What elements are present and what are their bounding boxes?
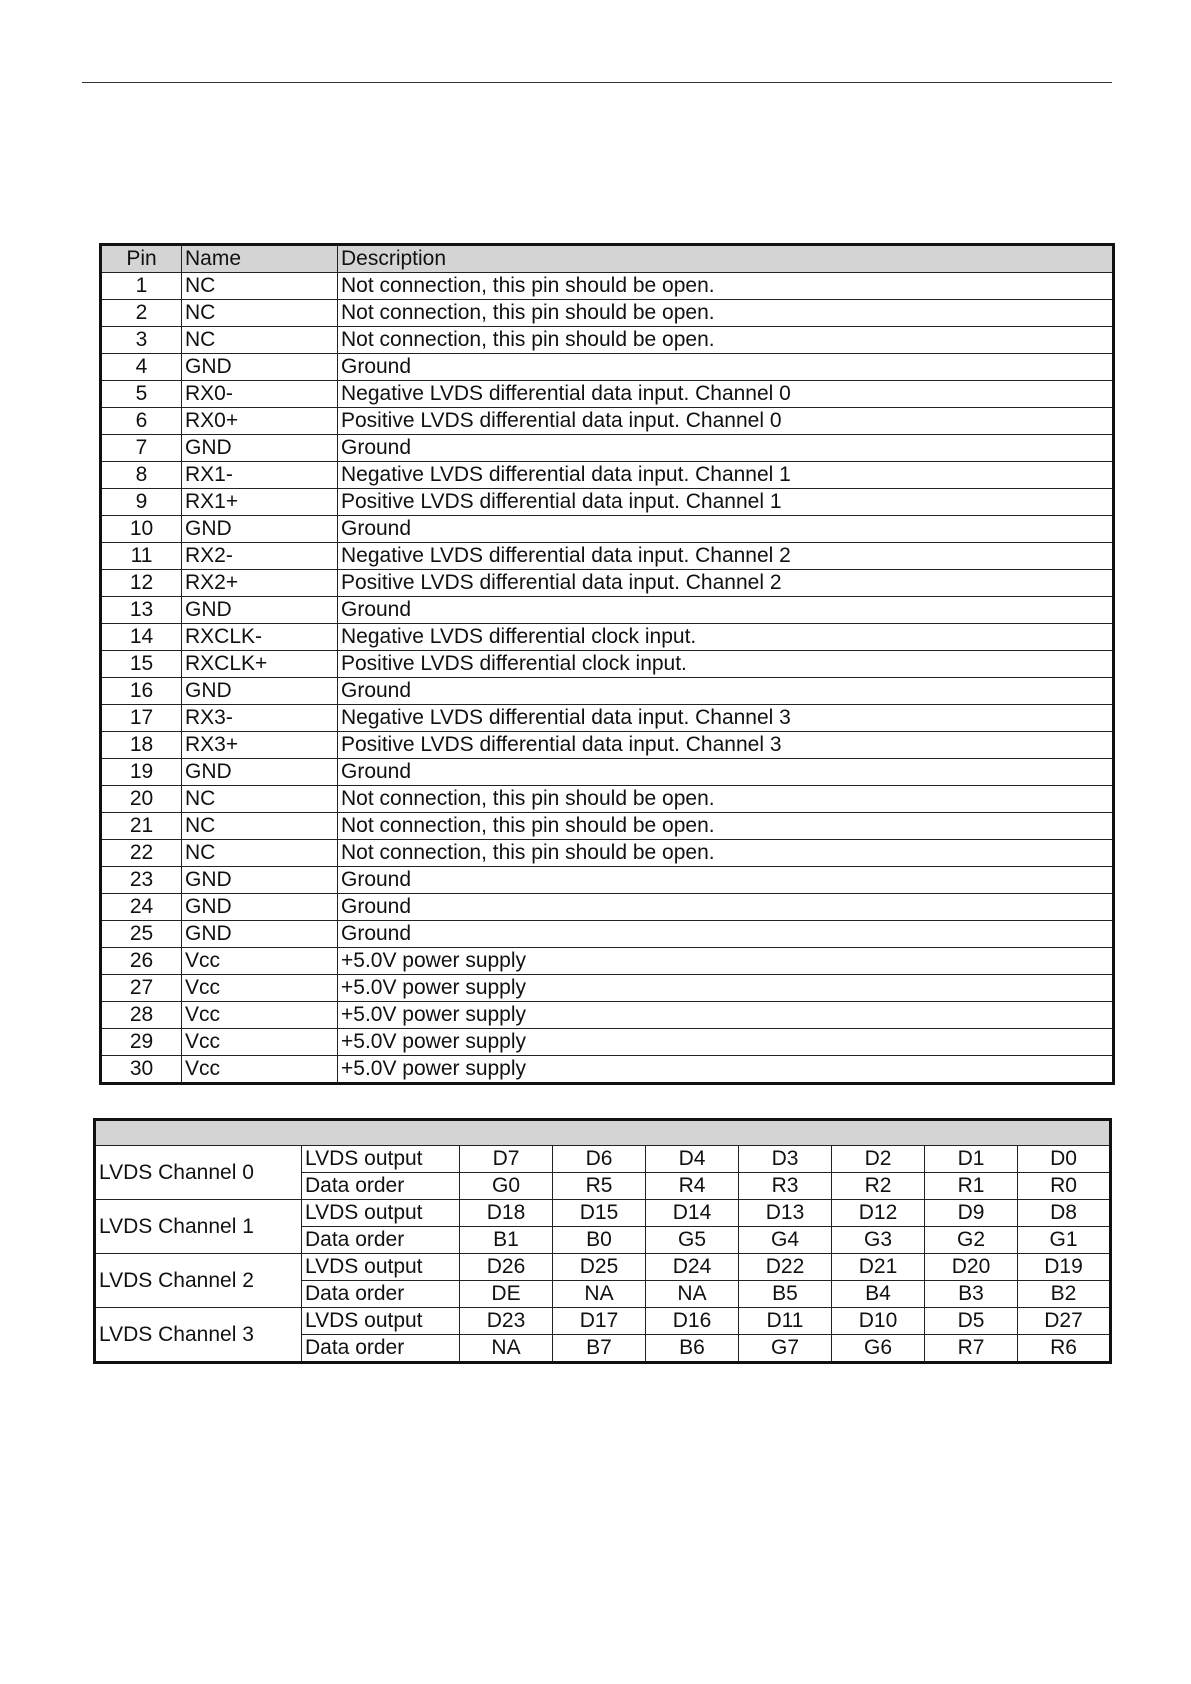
lvds-channel-label: LVDS Channel 0 [95,1146,302,1200]
data-order-value: NA [646,1281,739,1308]
lvds-table-header-cell [95,1120,1111,1146]
pin-name-cell: RX2+ [182,570,338,597]
pin-description-cell: Not connection, this pin should be open. [338,300,1114,327]
pin-name-cell: GND [182,867,338,894]
pin-number-cell: 15 [101,651,182,678]
data-order-value: B3 [925,1281,1018,1308]
data-order-value: DE [460,1281,553,1308]
pin-name-cell: GND [182,354,338,381]
pin-name-cell: RXCLK+ [182,651,338,678]
lvds-output-value: D7 [460,1146,553,1173]
lvds-output-value: D18 [460,1200,553,1227]
pin-name-cell: Vcc [182,1029,338,1056]
pin-number-cell: 24 [101,894,182,921]
lvds-output-value: D24 [646,1254,739,1281]
pin-number-cell: 4 [101,354,182,381]
pin-number-cell: 28 [101,1002,182,1029]
pin-description-cell: Positive LVDS differential data input. Channel 3 [338,732,1114,759]
lvds-output-label: LVDS output [302,1254,460,1281]
pin-description-cell: Ground [338,516,1114,543]
pin-number-cell: 1 [101,273,182,300]
pin-description-cell: Not connection, this pin should be open. [338,327,1114,354]
header-rule [82,82,1112,83]
pin-number-cell: 17 [101,705,182,732]
lvds-output-row [95,1200,1111,1227]
pin-row [101,1002,1114,1029]
data-order-value: G1 [1018,1227,1111,1254]
pin-name-cell: NC [182,786,338,813]
lvds-output-value: D10 [832,1308,925,1335]
lvds-output-label: LVDS output [302,1146,460,1173]
lvds-output-value: D16 [646,1308,739,1335]
pin-name-cell: RXCLK- [182,624,338,651]
pin-description-cell: Negative LVDS differential clock input. [338,624,1114,651]
description-column-header: Description [338,245,1114,273]
pin-description-cell: +5.0V power supply [338,1002,1114,1029]
data-order-label: Data order [302,1173,460,1200]
pin-number-cell: 20 [101,786,182,813]
pin-row [101,516,1114,543]
lvds-output-value: D8 [1018,1200,1111,1227]
pin-row [101,597,1114,624]
pin-number-cell: 21 [101,813,182,840]
pin-number-cell: 10 [101,516,182,543]
pin-description-cell: Ground [338,759,1114,786]
pin-description-cell: Ground [338,867,1114,894]
pin-number-cell: 26 [101,948,182,975]
pin-row [101,840,1114,867]
lvds-output-value: D13 [739,1200,832,1227]
data-order-value: R4 [646,1173,739,1200]
pin-row [101,1029,1114,1056]
lvds-output-value: D3 [739,1146,832,1173]
pin-number-cell: 13 [101,597,182,624]
pin-row [101,354,1114,381]
pin-row [101,543,1114,570]
pin-description-cell: Positive LVDS differential data input. Channel 0 [338,408,1114,435]
pin-name-cell: NC [182,327,338,354]
pin-description-cell: Ground [338,597,1114,624]
lvds-output-value: D22 [739,1254,832,1281]
lvds-output-value: D27 [1018,1308,1111,1335]
pin-name-cell: NC [182,273,338,300]
pin-number-cell: 7 [101,435,182,462]
pin-number-cell: 9 [101,489,182,516]
pin-row [101,975,1114,1002]
pin-name-cell: Vcc [182,948,338,975]
pin-assignment-table [99,243,1115,1085]
pin-description-cell: Negative LVDS differential data input. Channel 2 [338,543,1114,570]
pin-number-cell: 2 [101,300,182,327]
lvds-channel-label: LVDS Channel 1 [95,1200,302,1254]
pin-row [101,732,1114,759]
data-order-value: R1 [925,1173,1018,1200]
pin-row [101,489,1114,516]
pin-row [101,624,1114,651]
pin-number-cell: 23 [101,867,182,894]
data-order-value: NA [553,1281,646,1308]
pin-name-cell: Vcc [182,975,338,1002]
lvds-output-value: D26 [460,1254,553,1281]
pin-name-cell: GND [182,516,338,543]
pin-row [101,705,1114,732]
data-order-value: B0 [553,1227,646,1254]
data-order-value: B2 [1018,1281,1111,1308]
lvds-channel-label: LVDS Channel 2 [95,1254,302,1308]
data-order-value: R0 [1018,1173,1111,1200]
pin-number-cell: 18 [101,732,182,759]
pin-description-cell: Negative LVDS differential data input. Channel 0 [338,381,1114,408]
pin-description-cell: Positive LVDS differential clock input. [338,651,1114,678]
pin-row [101,300,1114,327]
data-order-value: G3 [832,1227,925,1254]
data-order-value: B4 [832,1281,925,1308]
pin-name-cell: RX1+ [182,489,338,516]
data-order-value: R2 [832,1173,925,1200]
pin-name-cell: RX1- [182,462,338,489]
pin-description-cell: Not connection, this pin should be open. [338,813,1114,840]
pin-description-cell: +5.0V power supply [338,948,1114,975]
pin-number-cell: 12 [101,570,182,597]
pin-row [101,948,1114,975]
pin-name-cell: Vcc [182,1056,338,1084]
pin-name-cell: Vcc [182,1002,338,1029]
data-order-value: G0 [460,1173,553,1200]
pin-row [101,327,1114,354]
pin-description-cell: Ground [338,894,1114,921]
pin-number-cell: 22 [101,840,182,867]
pin-row [101,759,1114,786]
lvds-output-value: D20 [925,1254,1018,1281]
pin-description-cell: Not connection, this pin should be open. [338,840,1114,867]
lvds-output-value: D25 [553,1254,646,1281]
data-order-value: R5 [553,1173,646,1200]
lvds-output-row [95,1254,1111,1281]
pin-number-cell: 14 [101,624,182,651]
pin-description-cell: Ground [338,678,1114,705]
pin-description-cell: Ground [338,354,1114,381]
pin-row [101,678,1114,705]
pin-description-cell: Positive LVDS differential data input. Channel 1 [338,489,1114,516]
pin-name-cell: RX0+ [182,408,338,435]
pin-description-cell: Not connection, this pin should be open. [338,786,1114,813]
pin-number-cell: 16 [101,678,182,705]
pin-number-cell: 19 [101,759,182,786]
lvds-table-header-row [95,1120,1111,1146]
pin-number-cell: 25 [101,921,182,948]
data-order-value: B6 [646,1335,739,1363]
lvds-output-row [95,1308,1111,1335]
pin-row [101,651,1114,678]
lvds-output-row [95,1146,1111,1173]
pin-description-cell: Ground [338,435,1114,462]
data-order-value: G2 [925,1227,1018,1254]
pin-description-cell: Ground [338,921,1114,948]
pin-number-cell: 6 [101,408,182,435]
pin-table-header-row [101,245,1114,273]
pin-row [101,786,1114,813]
pin-description-cell: +5.0V power supply [338,1056,1114,1084]
pin-number-cell: 11 [101,543,182,570]
data-order-value: G7 [739,1335,832,1363]
data-order-value: B7 [553,1335,646,1363]
pin-description-cell: +5.0V power supply [338,975,1114,1002]
pin-row [101,273,1114,300]
lvds-output-value: D12 [832,1200,925,1227]
lvds-output-value: D11 [739,1308,832,1335]
pin-row [101,570,1114,597]
data-order-value: G6 [832,1335,925,1363]
pin-name-cell: NC [182,813,338,840]
pin-name-cell: GND [182,921,338,948]
pin-row [101,435,1114,462]
lvds-output-value: D5 [925,1308,1018,1335]
pin-row [101,867,1114,894]
pin-name-cell: GND [182,894,338,921]
data-order-value: B1 [460,1227,553,1254]
pin-row [101,813,1114,840]
lvds-output-value: D0 [1018,1146,1111,1173]
lvds-output-value: D9 [925,1200,1018,1227]
lvds-channel-label: LVDS Channel 3 [95,1308,302,1363]
pin-row [101,921,1114,948]
data-order-value: R3 [739,1173,832,1200]
data-order-value: R6 [1018,1335,1111,1363]
lvds-output-value: D15 [553,1200,646,1227]
pin-column-header: Pin [101,245,182,273]
pin-number-cell: 5 [101,381,182,408]
lvds-output-value: D14 [646,1200,739,1227]
data-order-value: B5 [739,1281,832,1308]
lvds-output-label: LVDS output [302,1308,460,1335]
pin-row [101,1056,1114,1084]
lvds-output-value: D1 [925,1146,1018,1173]
pin-description-cell: Negative LVDS differential data input. Channel 1 [338,462,1114,489]
pin-description-cell: Positive LVDS differential data input. Channel 2 [338,570,1114,597]
pin-name-cell: GND [182,435,338,462]
lvds-output-value: D6 [553,1146,646,1173]
pin-description-cell: Not connection, this pin should be open. [338,273,1114,300]
lvds-output-value: D4 [646,1146,739,1173]
pin-number-cell: 8 [101,462,182,489]
lvds-output-label: LVDS output [302,1200,460,1227]
data-order-label: Data order [302,1227,460,1254]
lvds-output-value: D17 [553,1308,646,1335]
pin-name-cell: GND [182,759,338,786]
data-order-label: Data order [302,1335,460,1363]
data-order-label: Data order [302,1281,460,1308]
lvds-output-value: D19 [1018,1254,1111,1281]
pin-description-cell: Negative LVDS differential data input. Channel 3 [338,705,1114,732]
pin-name-cell: RX2- [182,543,338,570]
pin-row [101,462,1114,489]
pin-number-cell: 29 [101,1029,182,1056]
pin-number-cell: 30 [101,1056,182,1084]
pin-name-cell: RX0- [182,381,338,408]
pin-name-cell: GND [182,597,338,624]
pin-description-cell: +5.0V power supply [338,1029,1114,1056]
pin-name-cell: NC [182,840,338,867]
pin-name-cell: RX3+ [182,732,338,759]
lvds-output-value: D2 [832,1146,925,1173]
data-order-value: G5 [646,1227,739,1254]
lvds-output-value: D21 [832,1254,925,1281]
pin-number-cell: 27 [101,975,182,1002]
pin-name-cell: NC [182,300,338,327]
pin-row [101,894,1114,921]
data-order-value: G4 [739,1227,832,1254]
lvds-output-value: D23 [460,1308,553,1335]
pin-row [101,408,1114,435]
pin-number-cell: 3 [101,327,182,354]
pin-row [101,381,1114,408]
name-column-header: Name [182,245,338,273]
data-order-value: NA [460,1335,553,1363]
data-order-value: R7 [925,1335,1018,1363]
pin-name-cell: RX3- [182,705,338,732]
pin-name-cell: GND [182,678,338,705]
lvds-mapping-table [93,1118,1112,1364]
